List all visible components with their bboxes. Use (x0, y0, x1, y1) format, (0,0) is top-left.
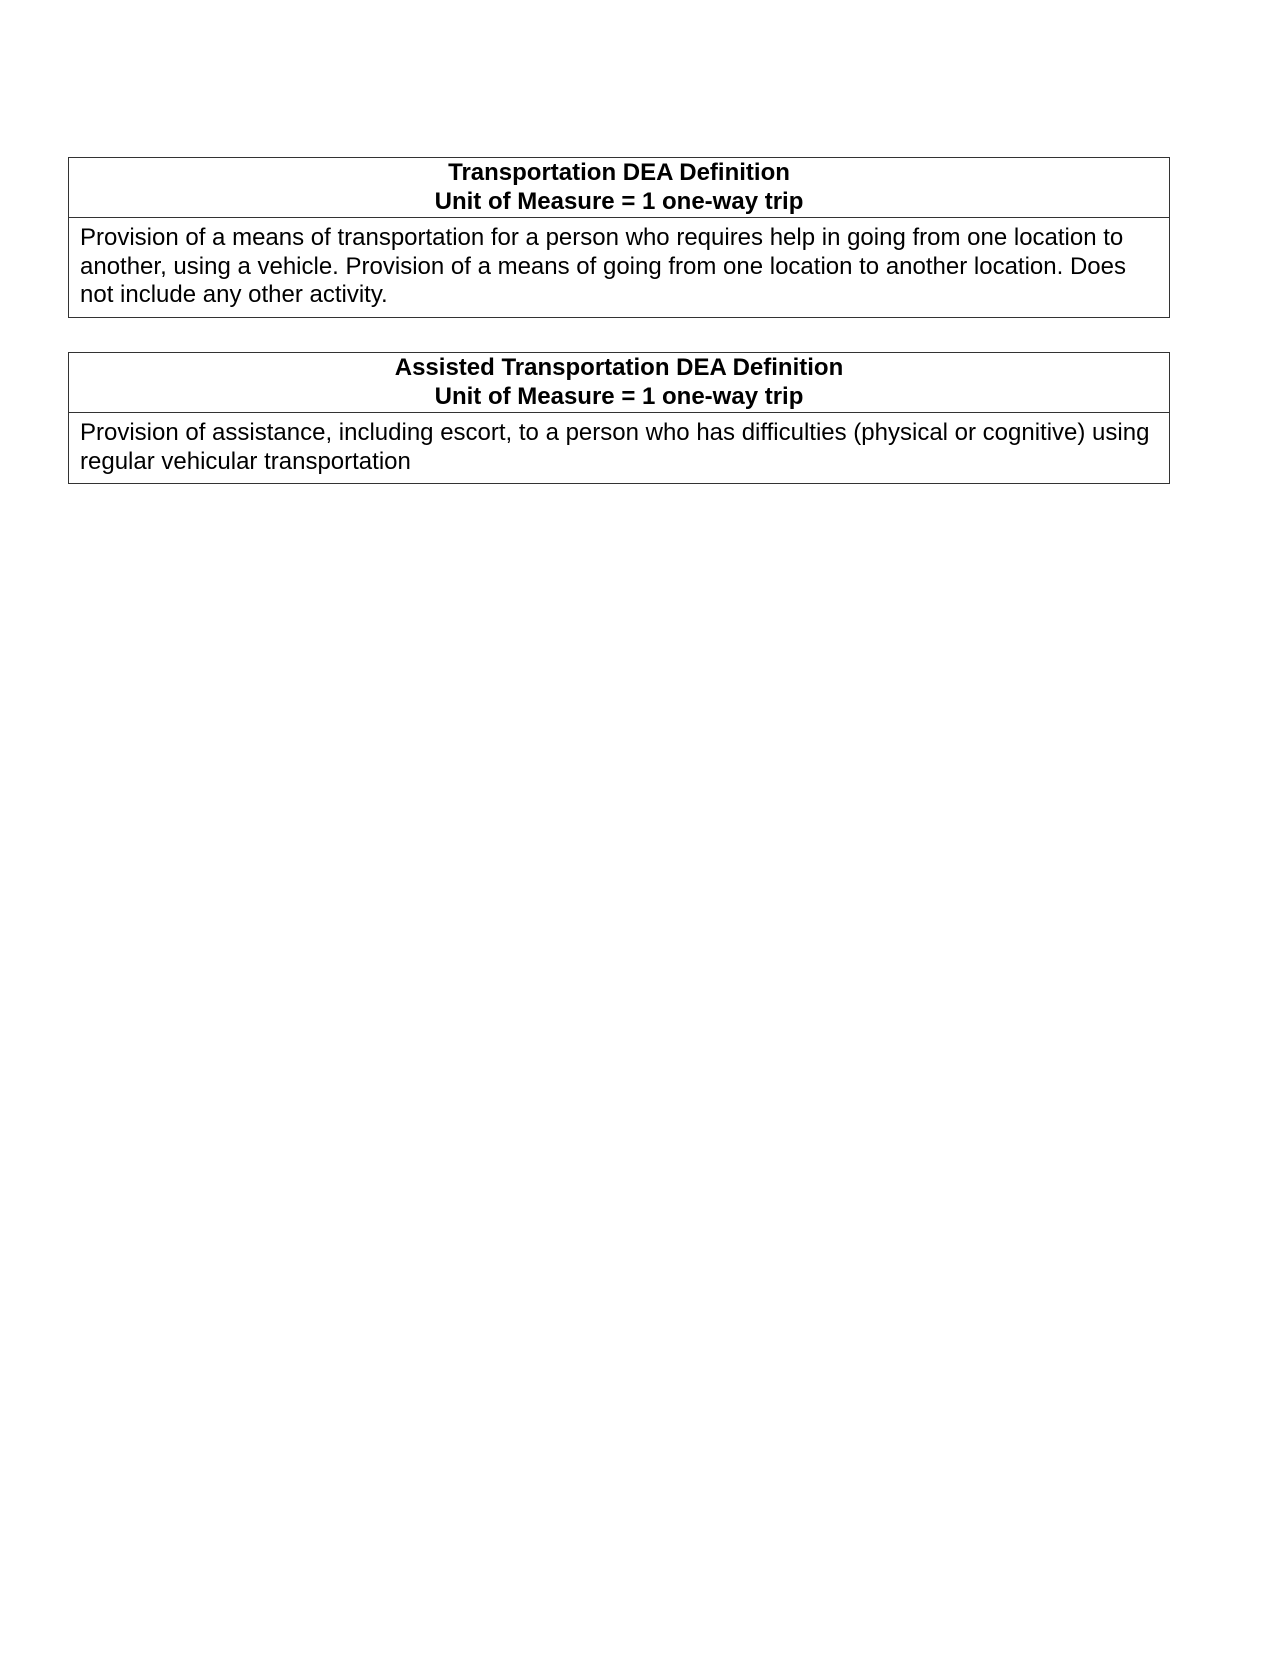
unit-of-measure: Unit of Measure = 1 one-way trip (434, 187, 804, 215)
definition-title: Assisted Transportation DEA Definition (394, 354, 844, 381)
table-header (69, 158, 1169, 218)
table-header (69, 353, 1169, 413)
definition-title: Transportation DEA Definition (448, 159, 790, 186)
unit-of-measure: Unit of Measure = 1 one-way trip (434, 382, 804, 410)
transportation-definition-table (68, 157, 1170, 318)
definition-description: Provision of assistance, including escort, to a person who has difficulties (physical or cognitive) using regular vehicular transportation (80, 419, 1150, 475)
definition-description: Provision of a means of transportation for a person who requires help in going from one location to another, using a vehicle. Provision of a means of going from one location to another location. Does not include any other activity. (80, 224, 1126, 308)
assisted-transportation-definition-table (68, 352, 1170, 484)
